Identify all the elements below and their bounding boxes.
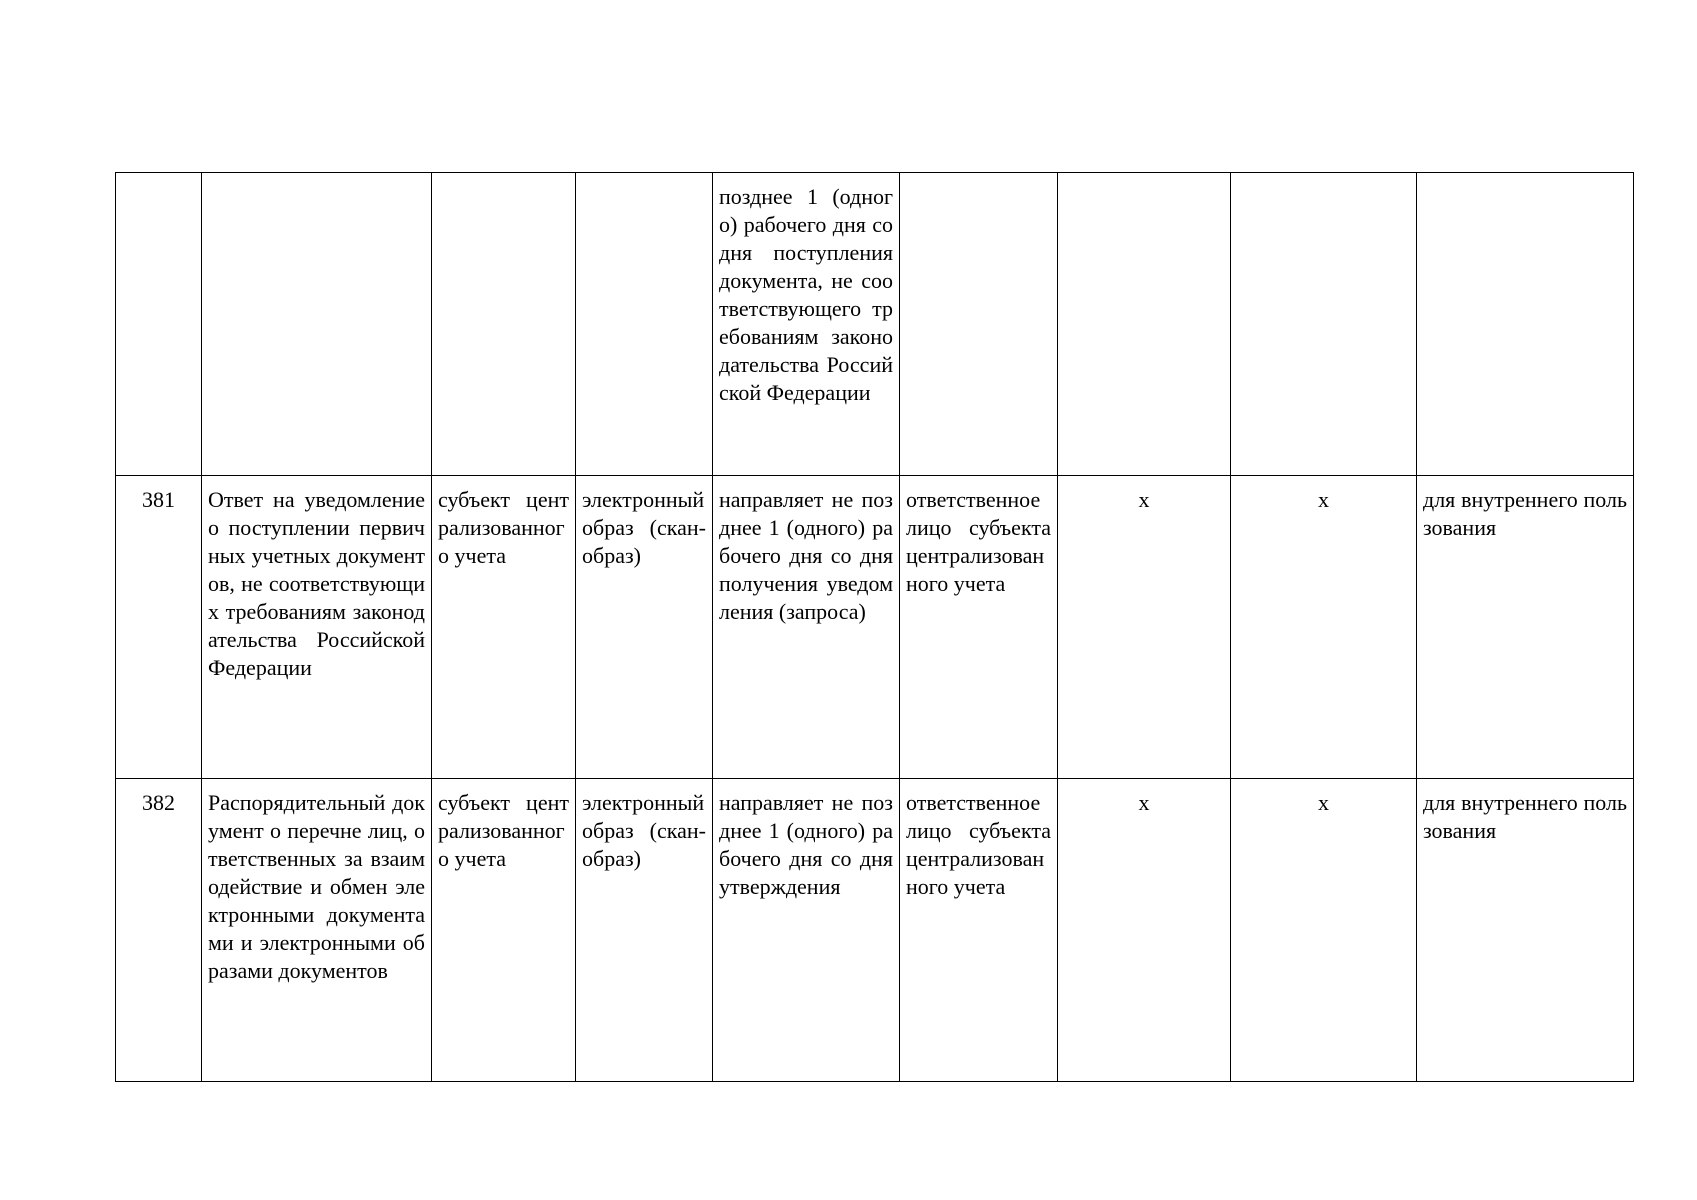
column-7-cell: x (1058, 779, 1231, 1082)
responsible-cell: ответственное лицо субъекта централизованного учета (900, 779, 1058, 1082)
column-8-cell: x (1231, 779, 1417, 1082)
usage-cell: для внутреннего пользования (1417, 476, 1634, 779)
creator-cell: субъект централизованного учета (432, 779, 576, 1082)
responsible-cell (900, 173, 1058, 476)
usage-cell (1417, 173, 1634, 476)
table-row (116, 779, 1634, 1082)
deadline-cell: направляет не позднее 1 (одного) рабочего дня со дня получения уведомления (запроса) (713, 476, 900, 779)
deadline-cell: позднее 1 (одного) рабочего дня со дня поступления документа, не соответствующего требованиям законодательства Российской Федерации (713, 173, 900, 476)
document-name-cell: Распорядительный документ о перечне лиц, ответственных за взаимодействие и обмен электронными документами и электронными образами документов (202, 779, 432, 1082)
form-cell: электронный образ (скан-образ) (576, 476, 713, 779)
column-7-cell (1058, 173, 1231, 476)
column-7-cell: x (1058, 476, 1231, 779)
document-name-cell: Ответ на уведомление о поступлении первичных учетных документов, не соответствующих требованиям законодательства Российской Федерации (202, 476, 432, 779)
deadline-cell: направляет не позднее 1 (одного) рабочего дня со дня утверждения (713, 779, 900, 1082)
responsible-cell: ответственное лицо субъекта централизованного учета (900, 476, 1058, 779)
document-table (115, 172, 1634, 1082)
row-number-cell: 382 (116, 779, 202, 1082)
table-row (116, 173, 1634, 476)
form-cell (576, 173, 713, 476)
column-8-cell (1231, 173, 1417, 476)
table-row (116, 476, 1634, 779)
row-number-cell (116, 173, 202, 476)
form-cell: электронный образ (скан-образ) (576, 779, 713, 1082)
creator-cell (432, 173, 576, 476)
usage-cell: для внутреннего пользования (1417, 779, 1634, 1082)
creator-cell: субъект централизованного учета (432, 476, 576, 779)
column-8-cell: x (1231, 476, 1417, 779)
document-name-cell (202, 173, 432, 476)
row-number-cell: 381 (116, 476, 202, 779)
